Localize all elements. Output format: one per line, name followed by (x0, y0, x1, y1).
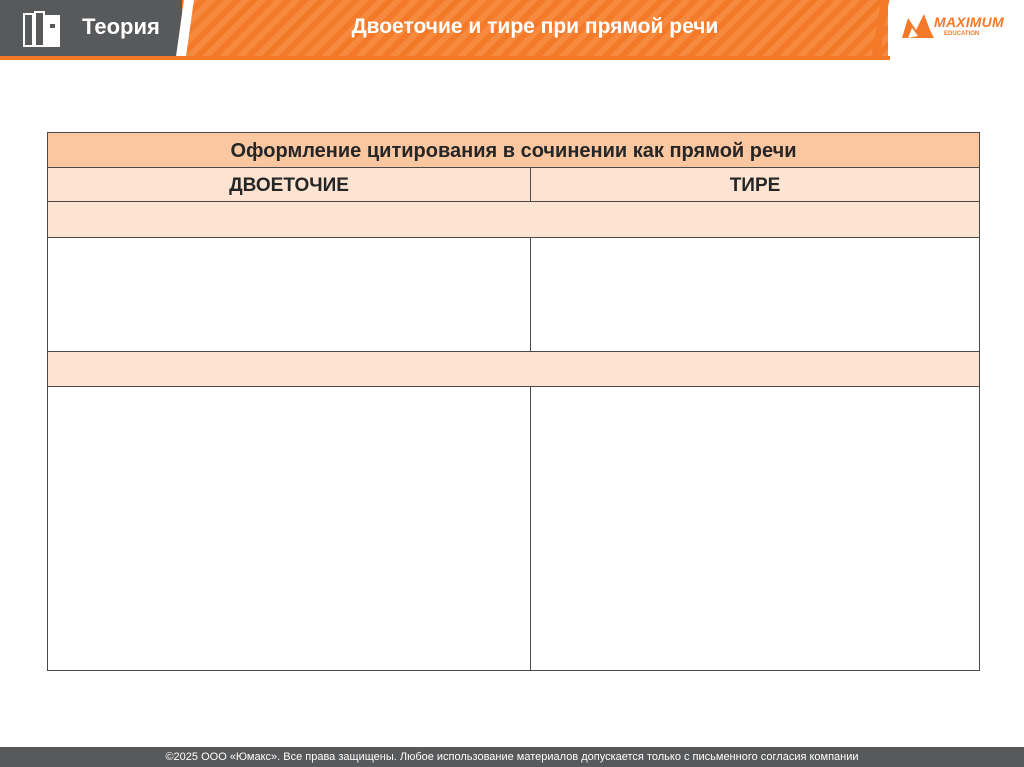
table-row (48, 238, 979, 352)
header-underline (0, 56, 890, 60)
copyright-text: ©2025 ООО «Юмакс». Все права защищены. Любое использование материалов допускается только с письменного согласия компании (165, 751, 859, 763)
table-band-row (48, 352, 979, 387)
column-header-colon: ДВОЕТОЧИЕ (229, 175, 349, 196)
logo-text: MAXIMUM (934, 14, 1004, 30)
slide-header (0, 0, 1024, 62)
column-header-dash: ТИРЕ (729, 175, 781, 196)
table-header-row (48, 168, 979, 202)
books-icon (22, 10, 62, 48)
table-cell-colon (48, 238, 531, 351)
table-cell-dash (531, 387, 979, 670)
table-row (48, 387, 979, 670)
table-title-row (48, 133, 979, 168)
logo-subtext: EDUCATION (944, 31, 980, 37)
citation-table (47, 132, 980, 671)
column-header-colon-cell (48, 168, 531, 201)
copyright-footer (0, 747, 1024, 767)
section-title: Теория (82, 14, 160, 39)
table-cell-dash (531, 238, 979, 351)
table-title: Оформление цитирования в сочинении как прямой речи (230, 140, 797, 162)
table-cell-colon (48, 387, 531, 670)
column-header-dash-cell (531, 168, 979, 201)
table-band-row (48, 202, 979, 238)
slide-title: Двоеточие и тире при прямой речи (351, 15, 719, 38)
